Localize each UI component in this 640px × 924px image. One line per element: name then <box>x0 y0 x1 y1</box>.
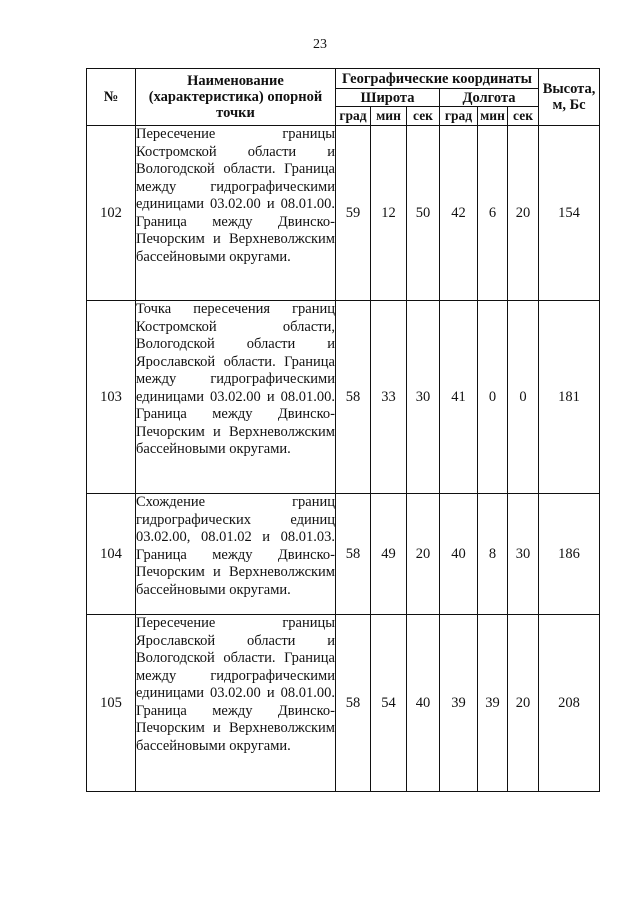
cell-lat-deg: 58 <box>336 615 371 792</box>
cell-name: Точка пересечения границ Костромской области, Вологодской области и Ярославской области. Граница между гидрографическими единицами 03.02.00 и 08.01.00. Граница между Двинско-Печорским и Верхневолжским бассейновыми округами. <box>136 301 336 494</box>
cell-lat-deg: 59 <box>336 126 371 301</box>
header-name: Наименование (характеристика) опорной точки <box>136 69 336 126</box>
header-lon-deg: град <box>440 107 478 126</box>
coordinates-table <box>86 68 600 792</box>
cell-lat-min: 33 <box>371 301 407 494</box>
cell-name: Пересечение границы Ярославской области и Вологодской области. Граница между гидрографическими единицами 03.02.00 и 08.01.00. Граница между Двинско-Печорским и Верхневолжским бассейновыми округами. <box>136 615 336 792</box>
cell-height: 154 <box>539 126 600 301</box>
cell-number: 105 <box>87 615 136 792</box>
table-row <box>87 126 600 301</box>
header-lon-sec: сек <box>508 107 539 126</box>
cell-lon-min: 39 <box>478 615 508 792</box>
header-latitude: Широта <box>336 89 440 107</box>
table-row <box>87 494 600 615</box>
cell-lat-sec: 50 <box>407 126 440 301</box>
cell-lon-deg: 41 <box>440 301 478 494</box>
table-row <box>87 615 600 792</box>
header-number: № <box>87 69 136 126</box>
cell-height: 208 <box>539 615 600 792</box>
cell-lon-deg: 40 <box>440 494 478 615</box>
cell-lon-sec: 0 <box>508 301 539 494</box>
cell-height: 186 <box>539 494 600 615</box>
header-lat-sec: сек <box>407 107 440 126</box>
cell-lat-sec: 30 <box>407 301 440 494</box>
cell-lat-min: 49 <box>371 494 407 615</box>
cell-lon-deg: 39 <box>440 615 478 792</box>
page-number: 23 <box>313 37 327 52</box>
table-header <box>87 69 600 126</box>
cell-lat-deg: 58 <box>336 301 371 494</box>
cell-lat-deg: 58 <box>336 494 371 615</box>
cell-lat-sec: 20 <box>407 494 440 615</box>
cell-lon-min: 8 <box>478 494 508 615</box>
cell-lon-sec: 20 <box>508 126 539 301</box>
cell-lon-deg: 42 <box>440 126 478 301</box>
table-row <box>87 301 600 494</box>
cell-number: 103 <box>87 301 136 494</box>
cell-number: 102 <box>87 126 136 301</box>
cell-number: 104 <box>87 494 136 615</box>
cell-name: Схождение границ гидрографических единиц 03.02.00, 08.01.02 и 08.01.03. Граница между Двинско-Печорским и Верхневолжским бассейновыми округами. <box>136 494 336 615</box>
header-lat-min: мин <box>371 107 407 126</box>
cell-height: 181 <box>539 301 600 494</box>
header-longitude: Долгота <box>440 89 539 107</box>
header-geo-coordinates: Географические координаты <box>336 69 539 89</box>
cell-lat-min: 12 <box>371 126 407 301</box>
cell-lat-min: 54 <box>371 615 407 792</box>
cell-name: Пересечение границы Костромской области и Вологодской области. Граница между гидрографическими единицами 03.02.00 и 08.01.00. Граница между Двинско-Печорским и Верхневолжским бассейновыми округами. <box>136 126 336 301</box>
header-lon-min: мин <box>478 107 508 126</box>
cell-lat-sec: 40 <box>407 615 440 792</box>
header-height: Высота, м, Бс <box>539 69 600 126</box>
cell-lon-sec: 20 <box>508 615 539 792</box>
header-lat-deg: град <box>336 107 371 126</box>
cell-lon-sec: 30 <box>508 494 539 615</box>
cell-lon-min: 0 <box>478 301 508 494</box>
cell-lon-min: 6 <box>478 126 508 301</box>
